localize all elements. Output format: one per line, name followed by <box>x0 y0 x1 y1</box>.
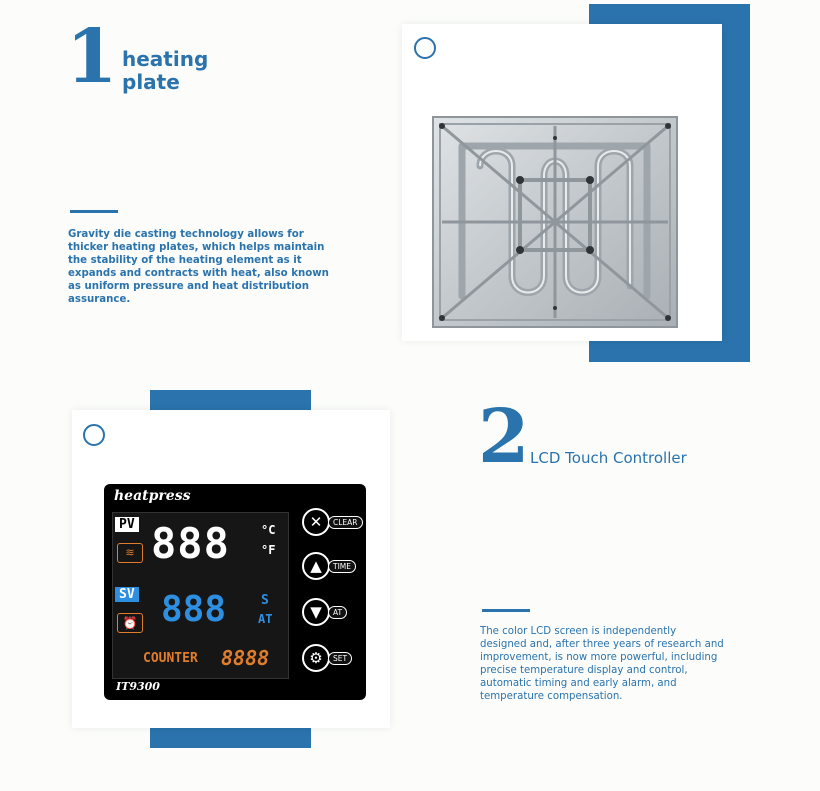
lcd-display <box>112 512 289 679</box>
sv-value: 888 <box>161 589 227 630</box>
section-1-number: 1 <box>66 14 118 100</box>
gear-icon: ⚙ <box>302 644 330 672</box>
pv-label: PV <box>115 517 139 532</box>
at-button[interactable] <box>302 598 347 626</box>
section-2-title: LCD Touch Controller <box>530 449 687 467</box>
triangle-up-icon: ▲ <box>302 552 330 580</box>
controller-accent-top <box>150 390 311 410</box>
section-1-title-line1: heating <box>122 47 209 71</box>
counter-value: 8888 <box>221 646 270 670</box>
circle-icon <box>83 424 105 446</box>
at-button-label: AT <box>328 606 347 619</box>
section-1-title-line2: plate <box>122 70 180 94</box>
controller-accent-bottom <box>150 728 311 748</box>
controller-image-card <box>72 410 390 728</box>
section-2-description: The color LCD screen is independently designed and, after three years of research and improvement, is now more powerful, including precise temperature display and control, automatic timing and early alarm, and temperature compensation. <box>480 626 724 702</box>
heat-icon: ≋ <box>117 543 143 563</box>
unit-s: S <box>261 593 269 608</box>
circle-icon <box>414 37 436 59</box>
heating-plate-image <box>432 116 678 328</box>
time-button[interactable] <box>302 552 356 580</box>
pv-value: 888 <box>151 519 230 568</box>
sv-label: SV <box>115 587 139 602</box>
section-1-divider <box>70 210 118 213</box>
section-2-divider <box>482 609 530 612</box>
set-button[interactable] <box>302 644 352 672</box>
time-button-label: TIME <box>328 560 356 573</box>
plate-image-card <box>402 24 722 341</box>
clear-button-label: CLEAR <box>328 516 363 529</box>
close-icon: ✕ <box>302 508 330 536</box>
unit-c: °C <box>261 523 276 537</box>
unit-f: °F <box>261 543 276 557</box>
section-1-title <box>122 48 208 94</box>
triangle-down-icon: ▼ <box>302 598 330 626</box>
section-1-description: Gravity die casting technology allows for thicker heating plates, which helps maintain the stability of the heating element as it expands and contracts with heat, also known as uniform pressure and heat distribution assurance. <box>68 229 329 305</box>
alarm-clock-icon: ⏰ <box>117 613 143 633</box>
clear-button[interactable] <box>302 508 363 536</box>
counter-label: COUNTER <box>143 651 198 666</box>
lcd-brand: heatpress <box>114 488 191 504</box>
unit-at: AT <box>258 612 273 626</box>
lcd-panel <box>104 484 366 700</box>
set-button-label: SET <box>328 652 352 665</box>
section-2-number: 2 <box>478 394 530 480</box>
lcd-model: IT9300 <box>116 680 160 693</box>
